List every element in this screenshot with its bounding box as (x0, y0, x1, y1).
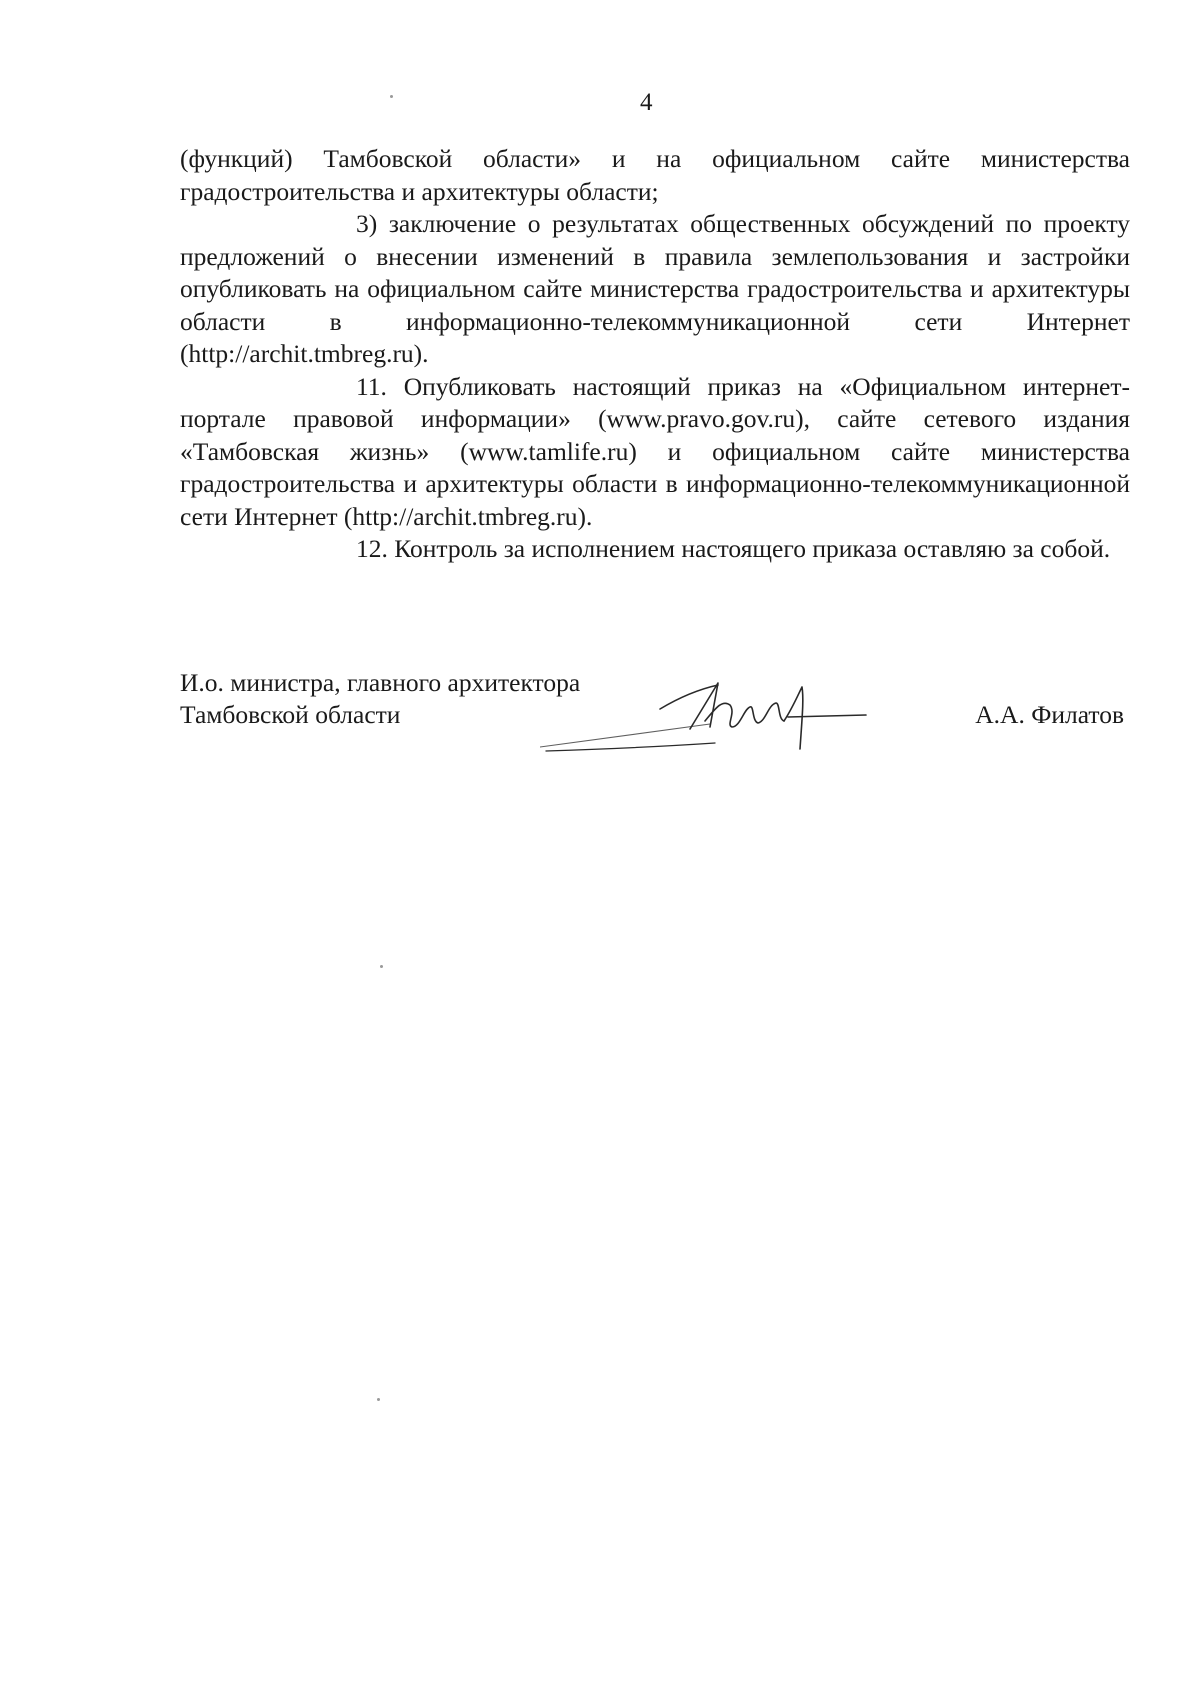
scan-speck (380, 965, 383, 968)
signatory-title-line-1: И.о. министра, главного архитектора (180, 668, 581, 697)
item-text: Контроль за исполнением настоящего приказа оставляю за собой. (394, 534, 1111, 563)
item-number: 3) (356, 209, 378, 238)
handwritten-signature (540, 669, 870, 769)
item-text: Опубликовать настоящий приказ на «Официальном интернет-портале правовой информации» (www.pravo.gov.ru), сайте сетевого издания «Тамбовская жизнь» (www.tamlife.ru) и официальном сайте министерства градостроительства и архитектуры области в информационно-телекоммуникационной сети Интернет (http://archit.tmbreg.ru). (180, 371, 1131, 531)
signatory-name: А.А. Филатов (975, 700, 1124, 729)
signature-block (180, 667, 1130, 777)
item-number: 12. (356, 534, 388, 563)
paragraph-item-11 (180, 371, 1130, 534)
paragraph-continuation: (функций) Тамбовской области» и на официальном сайте министерства градостроительства и архитектуры области; (180, 144, 1130, 206)
scan-speck (377, 1398, 380, 1401)
scan-speck (390, 95, 393, 98)
item-number: 11. (356, 371, 387, 401)
document-body (180, 143, 1130, 566)
paragraph-item-3 (180, 208, 1130, 371)
paragraph-item-12 (180, 533, 1130, 566)
signatory-title-line-2: Тамбовской области (180, 700, 401, 729)
page-number: 4 (640, 89, 653, 116)
item-text: заключение о результатах общественных обсуждений по проекту предложений о внесении изменений в правила землепользования и застройки опубликовать на официальном сайте министерства градостроительства и архитектуры области в информационно-телекоммуникационной сети Интернет (http://archit.tmbreg.ru). (180, 209, 1131, 368)
